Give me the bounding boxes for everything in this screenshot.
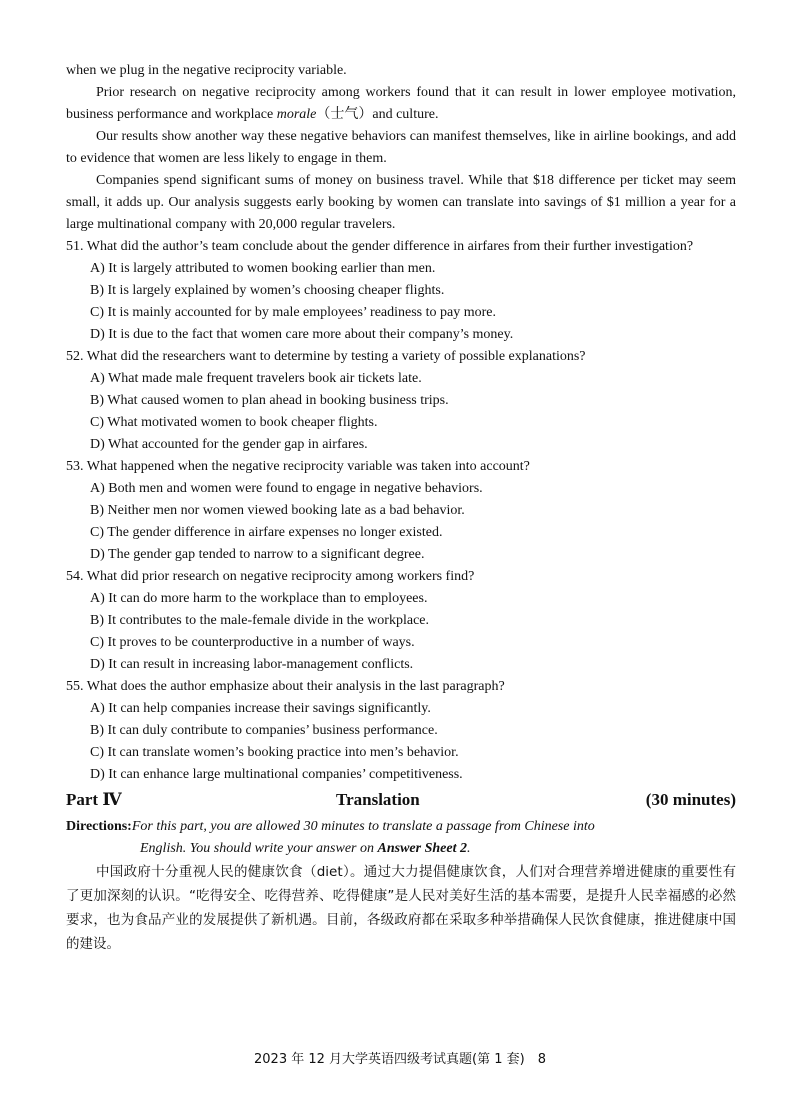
directions-text-2: English. You should write your answer on [140, 841, 378, 856]
directions-text: For this part, you are allowed 30 minutes to translate a passage from Chinese into [131, 819, 595, 834]
option-b: B) Neither men nor women viewed booking late as a bad behavior. [90, 503, 465, 518]
option-b: B) It can duly contribute to companies’ business performance. [90, 723, 438, 738]
option-c: C) It proves to be counterproductive in a number of ways. [90, 635, 415, 650]
passage-fragment: when we plug in the negative reciprocity variable. [66, 63, 347, 78]
page-footer: 2023 年 12 月大学英语四级考试真题(第 1 套) 8 [254, 1052, 546, 1067]
option-a: A) It is largely attributed to women booking earlier than men. [90, 261, 436, 276]
passage-paragraph-results: Our results show another way these negative behaviors can manifest themselves, like in airline bookings, and add to evidence that women are less likely to engage in them. [66, 129, 736, 166]
passage-text: Prior research on negative reciprocity among workers found that it can result in lower employee motivation, business performance and workplace [66, 85, 736, 122]
question-list [66, 236, 736, 786]
option-d: D) It can result in increasing labor-management conflicts. [90, 657, 414, 672]
part-time: (30 minutes) [645, 790, 736, 809]
question-stem: 53. What happened when the negative reciprocity variable was taken into account? [66, 459, 530, 474]
passage-paragraph-prior-research [66, 82, 736, 126]
option-c: C) What motivated women to book cheaper flights. [90, 415, 378, 430]
directions-label: Directions: [66, 819, 132, 834]
option-c: C) It is mainly accounted for by male employees’ readiness to pay more. [90, 305, 496, 320]
option-d: D) The gender gap tended to narrow to a significant degree. [90, 547, 425, 562]
option-a: A) It can do more harm to the workplace than to employees. [90, 591, 428, 606]
exam-page [66, 60, 736, 956]
passage-paragraph-savings: Companies spend significant sums of money on business travel. While that $18 difference per ticket may seem small, it adds up. Our analysis suggests early booking by women can translate into savings of $1 million a year for a large multinational company with 20,000 regular travelers. [66, 173, 736, 232]
passage-text: （士气）and culture. [316, 107, 439, 122]
option-c: C) It can translate women’s booking practice into men’s behavior. [90, 745, 459, 760]
directions-continued [66, 838, 736, 860]
part-header [66, 788, 736, 812]
italic-term: morale [276, 107, 317, 122]
question-52 [66, 346, 736, 456]
question-stem: 55. What does the author emphasize about their analysis in the last paragraph? [66, 679, 505, 694]
directions-end: . [466, 841, 471, 856]
option-d: D) It can enhance large multinational companies’ competitiveness. [90, 767, 463, 782]
question-stem: 54. What did prior research on negative reciprocity among workers find? [66, 569, 475, 584]
option-b: B) It is largely explained by women’s choosing cheaper flights. [90, 283, 445, 298]
part-title: Translation [336, 790, 420, 809]
option-b: B) What caused women to plan ahead in booking business trips. [90, 393, 449, 408]
translation-passage: 中国政府十分重视人民的健康饮食（diet）。通过大力提倡健康饮食，人们对合理营养增进健康的重要性有了更加深刻的认识。“吃得安全、吃得营养、吃得健康”是人民对美好生活的基本需要，是提升人民幸福感的必然要求，也为食品产业的发展提供了新机遇。目前，各级政府都在采取多种举措确保人民饮食健康，推进健康中国的建设。 [66, 864, 736, 952]
question-stem: 51. What did the author’s team conclude about the gender difference in airfares from their further investigation? [66, 239, 694, 254]
option-d: D) What accounted for the gender gap in airfares. [90, 437, 368, 452]
answer-sheet-ref: Answer Sheet 2 [377, 841, 467, 856]
question-54 [66, 566, 736, 676]
option-a: A) What made male frequent travelers book air tickets late. [90, 371, 422, 386]
question-51 [66, 236, 736, 346]
option-a: A) Both men and women were found to engage in negative behaviors. [90, 481, 483, 496]
directions [66, 816, 736, 860]
option-b: B) It contributes to the male-female divide in the workplace. [90, 613, 429, 628]
option-a: A) It can help companies increase their savings significantly. [90, 701, 431, 716]
question-55 [66, 676, 736, 786]
option-c: C) The gender difference in airfare expenses no longer existed. [90, 525, 443, 540]
option-d: D) It is due to the fact that women care more about their company’s money. [90, 327, 514, 342]
question-53 [66, 456, 736, 566]
question-stem: 52. What did the researchers want to determine by testing a variety of possible explanations? [66, 349, 586, 364]
part-label: Part Ⅳ [66, 790, 122, 809]
